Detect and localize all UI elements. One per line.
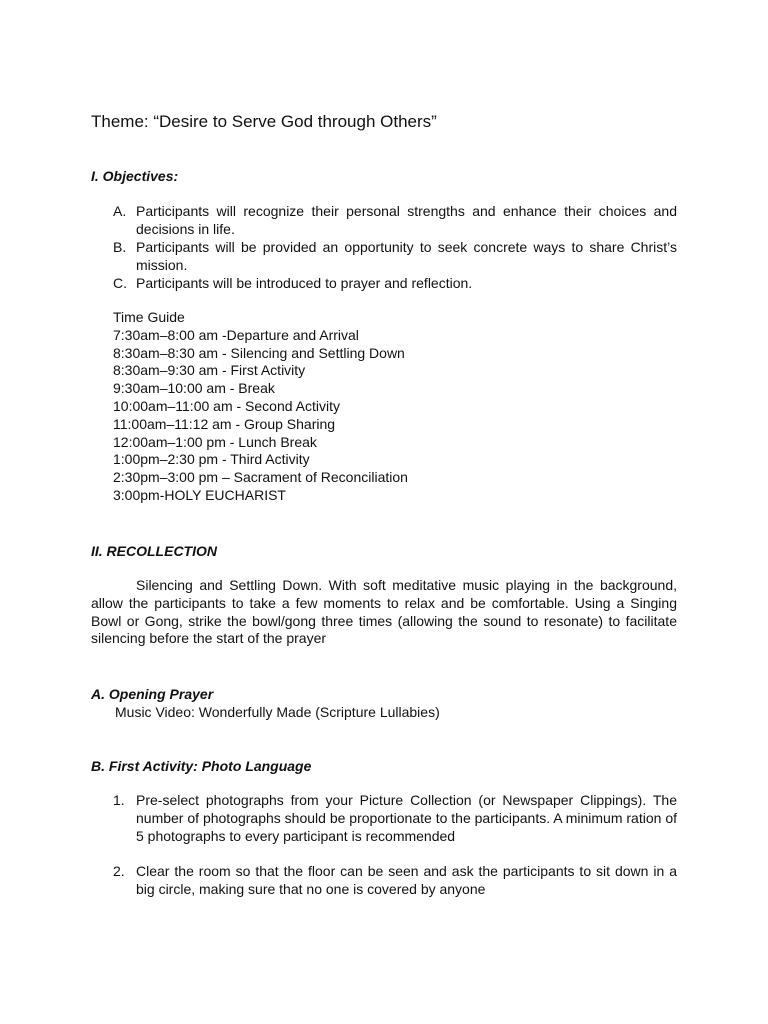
theme-title: Theme: “Desire to Serve God through Others” [91, 112, 437, 131]
music-video-line: Music Video: Wonderfully Made (Scripture Lullabies) [115, 704, 440, 720]
time-guide-entry: 9:30am–10:00 am - Break [113, 380, 275, 397]
time-guide [113, 309, 408, 505]
time-guide-entry: 3:00pm-HOLY EUCHARIST [113, 486, 286, 503]
recollection-heading: II. RECOLLECTION [91, 543, 217, 559]
step-text: Clear the room so that the floor can be seen and ask the participants to sit down in a big circle, making sure that no one is covered by anyone [136, 863, 677, 897]
objective-text: Participants will recognize their personal strengths and enhance their choices and decisions in life. [136, 203, 677, 237]
objective-item-b [113, 239, 677, 275]
first-activity-heading: B. First Activity: Photo Language [91, 758, 312, 774]
objective-item-c [113, 275, 677, 293]
time-guide-entry: 10:00am–11:00 am - Second Activity [113, 397, 340, 414]
step-marker: 2. [113, 863, 125, 879]
objective-text: Participants will be introduced to prayer and reflection. [136, 275, 473, 291]
objectives-heading: I. Objectives: [91, 168, 179, 184]
recollection-paragraph: Silencing and Settling Down. With soft meditative music playing in the background, allow the participants to take a few moments to relax and be comfortable. Using a Singing Bowl or Gong, strike the bowl/gong three times (allowing the sound to resonate) to facilitate silencing before the start of the prayer [91, 577, 677, 647]
opening-prayer-heading: A. Opening Prayer [91, 686, 214, 702]
time-guide-entry: 2:30pm–3:00 pm – Sacrament of Reconciliation [113, 469, 408, 486]
time-guide-entry: 7:30am–8:00 am -Departure and Arrival [113, 326, 359, 343]
objective-marker: B. [113, 239, 127, 255]
time-guide-title: Time Guide [113, 309, 185, 325]
time-guide-entry: 1:00pm–2:30 pm - Third Activity [113, 451, 310, 468]
objective-marker: C. [113, 275, 127, 291]
step-text: Pre-select photographs from your Picture Collection (or Newspaper Clippings). The number of photographs should be proportionate to the participants. A minimum ration of 5 photographs to every participant is recommended [136, 792, 677, 844]
activity-step-2 [113, 863, 677, 899]
time-guide-entry: 11:00am–11:12 am - Group Sharing [113, 415, 336, 432]
time-guide-entry: 8:30am–8:30 am - Silencing and Settling Down [113, 344, 405, 361]
time-guide-entry: 12:00am–1:00 pm - Lunch Break [113, 433, 317, 450]
step-marker: 1. [113, 792, 125, 808]
time-guide-entry: 8:30am–9:30 am - First Activity [113, 362, 306, 379]
objective-marker: A. [113, 203, 127, 219]
objective-text: Participants will be provided an opportunity to seek concrete ways to share Christ’s mission. [136, 239, 677, 273]
activity-step-1 [113, 792, 677, 845]
objective-item-a [113, 203, 677, 239]
